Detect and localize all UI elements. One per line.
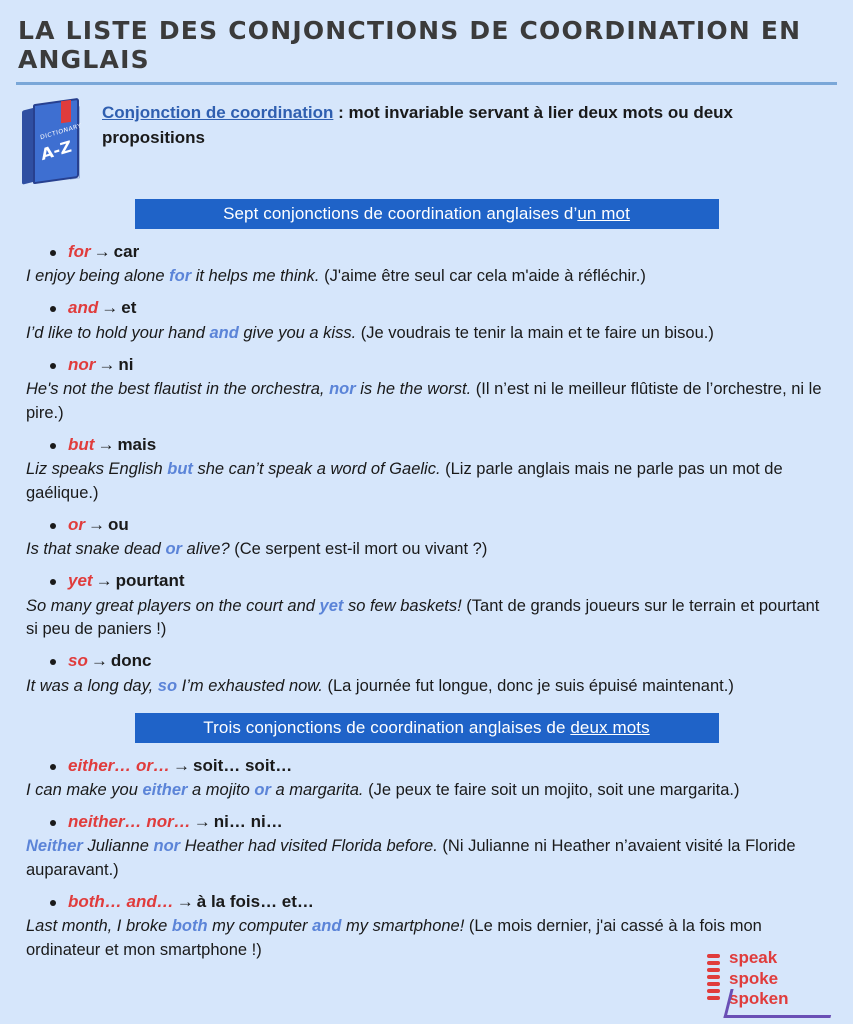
example-translation: (Le mois dernier, j'ai cassé à la fois mon ordinateur et mon smartphone !) <box>26 917 762 960</box>
example-highlight: nor <box>329 379 356 398</box>
conjunction-english: for <box>68 242 91 261</box>
example-english: Last month, I broke <box>26 917 172 936</box>
conjunction-entry <box>20 295 835 345</box>
arrow-icon: → <box>95 571 113 591</box>
conjunction-french: pourtant <box>115 571 185 591</box>
example-highlight: and <box>209 323 239 342</box>
arrow-icon: → <box>176 892 194 912</box>
logo-bars-icon <box>707 954 723 1004</box>
book-bookmark <box>61 100 71 123</box>
example-english: it helps me think. <box>191 267 320 286</box>
conjunction-english: either… or… <box>68 755 171 775</box>
conjunction-english: but <box>68 434 95 454</box>
book-label-small: DICTIONARY <box>39 122 83 142</box>
example-translation: (Je voudrais te tenir la main et te faire un bisou.) <box>356 323 714 342</box>
example-english: my smartphone! <box>341 917 465 936</box>
conjunction-french: et <box>121 298 137 318</box>
section-content <box>0 239 853 699</box>
arrow-icon: → <box>97 434 115 454</box>
conjunction-english: so <box>68 651 88 671</box>
example-english: He's not the best flautist in the orchestra, <box>26 379 330 398</box>
example-english: Liz speaks English <box>26 460 168 479</box>
title-divider <box>16 82 837 85</box>
example-english: Is that snake dead <box>26 540 166 559</box>
example-english: a margarita. <box>270 780 364 799</box>
example-sentence <box>20 322 835 346</box>
example-sentence <box>20 835 835 883</box>
conjunction-headword <box>20 352 835 378</box>
arrow-icon: → <box>101 298 119 318</box>
example-highlight: yet <box>319 596 344 615</box>
page-title: LA LISTE DES CONJONCTIONS DE COORDINATION EN ANGLAIS <box>18 16 802 74</box>
section-band-prefix: Sept conjonctions de coordination anglaises d’ <box>223 204 578 223</box>
brand-logo <box>707 948 835 1010</box>
example-sentence <box>20 458 835 506</box>
example-sentence <box>20 378 835 426</box>
section-content <box>0 753 853 964</box>
example-sentence <box>20 538 835 562</box>
conjunction-headword <box>20 648 835 674</box>
conjunction-french: ou <box>108 514 129 534</box>
arrow-icon: → <box>93 242 111 261</box>
arrow-icon: → <box>173 755 191 775</box>
sections-container <box>0 199 853 963</box>
arrow-icon: → <box>90 651 108 671</box>
conjunction-headword <box>20 809 835 835</box>
example-highlight: for <box>169 267 192 286</box>
conjunction-headword <box>20 295 835 321</box>
conjunction-entry <box>20 512 835 562</box>
conjunction-french: ni <box>118 354 134 374</box>
conjunction-french: mais <box>117 434 157 454</box>
section-band <box>135 199 719 229</box>
arrow-icon: → <box>98 354 116 374</box>
definition-body: : mot invariable servant à lier deux mots ou deux propositions <box>102 103 733 147</box>
section-band-keyword: un mot <box>577 204 630 223</box>
section-band-wrap <box>0 199 853 229</box>
example-highlight: both <box>171 917 208 936</box>
conjunction-french: donc <box>110 651 152 671</box>
conjunction-headword <box>20 568 835 594</box>
definition-term: Conjonction de coordination <box>102 103 334 122</box>
conjunction-entry <box>20 753 835 803</box>
section-band-prefix: Trois conjonctions de coordination anglaises de <box>203 717 571 737</box>
conjunction-headword <box>20 889 835 915</box>
example-english: It was a long day, <box>26 676 158 695</box>
conjunction-headword <box>20 239 835 265</box>
intro-row <box>0 95 853 185</box>
example-highlight: or <box>254 780 271 799</box>
conjunction-english: both… and… <box>68 892 174 912</box>
logo-line-1: speak <box>729 947 778 967</box>
example-translation: (Tant de grands joueurs sur le terrain et pourtant si peu de paniers !) <box>26 596 820 639</box>
conjunction-headword <box>20 432 835 458</box>
section-band-keyword: deux mots <box>570 717 650 737</box>
example-english: Heather had visited Florida before. <box>180 837 438 856</box>
example-english: So many great players on the court and <box>26 596 320 615</box>
logo-swoosh-icon <box>723 989 837 1018</box>
conjunction-french: car <box>113 242 140 261</box>
conjunction-entry <box>20 352 835 426</box>
example-english: alive? <box>181 540 230 559</box>
example-english: I can make you <box>26 780 143 799</box>
conjunction-english: and <box>68 298 99 318</box>
example-translation: (Je peux te faire soit un mojito, soit une margarita.) <box>363 780 740 799</box>
dictionary-book-icon <box>20 99 88 185</box>
example-translation: (Ce serpent est-il mort ou vivant ?) <box>229 540 488 559</box>
example-sentence <box>20 675 835 699</box>
example-translation: (Il n’est ni le meilleur flûtiste de l’orchestre, ni le pire.) <box>26 379 822 422</box>
example-english: is he the worst. <box>355 379 472 398</box>
conjunction-french: à la fois… et… <box>196 892 314 912</box>
conjunction-entry <box>20 432 835 506</box>
example-highlight: either <box>142 780 188 799</box>
example-highlight: and <box>312 917 342 936</box>
example-translation: (La journée fut longue, donc je suis épuisé maintenant.) <box>322 676 734 695</box>
logo-line-2: spoke <box>729 968 779 988</box>
conjunction-headword <box>20 512 835 538</box>
conjunction-english: or <box>68 514 85 534</box>
example-highlight: or <box>165 540 182 559</box>
example-sentence <box>20 265 835 289</box>
example-english: Julianne <box>82 837 154 856</box>
example-english: she can’t speak a word of Gaelic. <box>192 460 441 479</box>
example-english: so few baskets! <box>343 596 462 615</box>
example-english: a mojito <box>187 780 255 799</box>
example-translation: (J'aime être seul car cela m'aide à réfléchir.) <box>319 267 646 286</box>
conjunction-english: nor <box>68 354 96 374</box>
example-translation: (Ni Julianne ni Heather n’avaient visité la Floride auparavant.) <box>26 837 796 880</box>
conjunction-french: ni… ni… <box>213 811 283 831</box>
conjunction-english: yet <box>68 571 93 591</box>
arrow-icon: → <box>88 514 105 534</box>
conjunction-entry <box>20 239 835 289</box>
example-sentence <box>20 595 835 643</box>
example-english: I’d like to hold your hand <box>26 323 210 342</box>
example-highlight: Neither <box>26 837 83 856</box>
example-translation: (Liz parle anglais mais ne parle pas un mot de gaélique.) <box>26 460 783 502</box>
logo-line-3: spoken <box>729 989 789 1009</box>
conjunction-entry <box>20 648 835 698</box>
example-highlight: but <box>167 460 193 479</box>
conjunction-french: soit… soit… <box>193 755 293 775</box>
example-english: I enjoy being alone <box>26 267 170 286</box>
conjunction-english: neither… nor… <box>68 811 191 831</box>
example-highlight: nor <box>153 837 181 856</box>
example-sentence <box>20 779 835 803</box>
definition-text <box>88 95 835 150</box>
example-english: I’m exhausted now. <box>177 676 323 695</box>
arrow-icon: → <box>193 811 211 831</box>
conjunction-headword <box>20 753 835 779</box>
example-highlight: so <box>157 676 178 695</box>
book-label-big: A-Z <box>39 136 73 165</box>
conjunction-entry <box>20 568 835 642</box>
example-english: give you a kiss. <box>238 323 357 342</box>
section-band <box>135 713 719 743</box>
book-cover <box>33 98 83 184</box>
conjunction-entry <box>20 809 835 883</box>
section-band-wrap <box>0 713 853 743</box>
example-english: my computer <box>207 917 313 936</box>
